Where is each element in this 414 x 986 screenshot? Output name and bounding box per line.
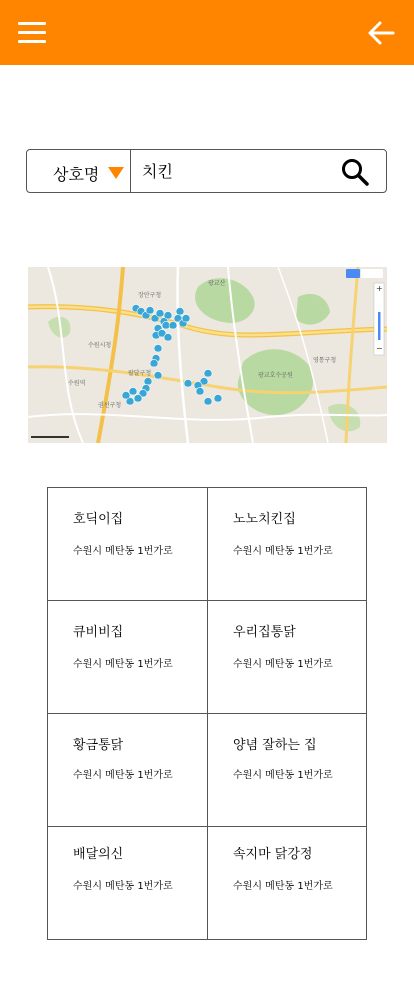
store-card[interactable] bbox=[208, 714, 368, 827]
map-pin-icon[interactable] bbox=[214, 394, 222, 402]
map-label: 수원시청 bbox=[88, 342, 112, 349]
store-address: 수원시 메탄동 1번가로 bbox=[233, 546, 333, 557]
triangle-down-icon bbox=[108, 167, 124, 179]
zoom-out-icon[interactable]: − bbox=[376, 344, 383, 353]
zoom-level-bar[interactable] bbox=[378, 312, 381, 340]
map-pin-icon[interactable] bbox=[184, 379, 192, 387]
store-card[interactable] bbox=[208, 601, 368, 714]
store-address: 수원시 메탄동 1번가로 bbox=[73, 659, 173, 670]
back-button[interactable] bbox=[366, 18, 396, 48]
map-pin-icon[interactable] bbox=[156, 309, 164, 317]
map-pin-icon[interactable] bbox=[204, 369, 212, 377]
store-address: 수원시 메탄동 1번가로 bbox=[73, 546, 173, 557]
magnifier-icon bbox=[341, 158, 369, 186]
map-pin-icon[interactable] bbox=[154, 371, 162, 379]
search-type-label: 상호명 bbox=[53, 165, 100, 184]
map-pin-icon[interactable] bbox=[144, 377, 152, 385]
store-card[interactable] bbox=[48, 601, 208, 714]
map-canvas[interactable] bbox=[28, 267, 387, 443]
store-list bbox=[47, 487, 367, 940]
map-pin-icon[interactable] bbox=[196, 387, 204, 395]
map-pin-icon[interactable] bbox=[129, 387, 137, 395]
store-card[interactable] bbox=[48, 827, 208, 940]
map-pin-icon[interactable] bbox=[154, 344, 162, 352]
map-pin-icon[interactable] bbox=[182, 314, 190, 322]
store-name: 큐비비집 bbox=[73, 625, 124, 640]
map-scale-bar bbox=[31, 436, 69, 438]
map-pin-icon[interactable] bbox=[204, 397, 212, 405]
map-label: 영통구청 bbox=[313, 357, 337, 364]
store-address: 수원시 메탄동 1번가로 bbox=[233, 659, 333, 670]
map-label: 수원역 bbox=[68, 380, 86, 387]
store-address: 수원시 메탄동 1번가로 bbox=[73, 881, 173, 892]
store-name: 호딕이집 bbox=[73, 512, 124, 527]
map-label: 광교산 bbox=[208, 280, 226, 287]
map-pin-icon[interactable] bbox=[176, 307, 184, 315]
hamburger-menu-icon-bar bbox=[18, 40, 46, 43]
map-pin-icon[interactable] bbox=[169, 321, 177, 329]
store-name: 배달의신 bbox=[73, 847, 124, 862]
search-button[interactable] bbox=[341, 158, 369, 186]
store-address: 수원시 메탄동 1번가로 bbox=[233, 770, 333, 781]
search-input[interactable] bbox=[142, 155, 332, 185]
search-bar bbox=[26, 149, 387, 193]
map-label: 장안구청 bbox=[138, 292, 162, 299]
map-pin-icon[interactable] bbox=[164, 333, 172, 341]
store-name: 노노치킨집 bbox=[233, 512, 296, 527]
store-map[interactable] bbox=[28, 267, 387, 443]
app-header bbox=[0, 0, 414, 65]
hamburger-menu-icon-bar bbox=[18, 31, 46, 34]
store-name: 우리집통닭 bbox=[233, 625, 296, 640]
arrow-left-icon bbox=[366, 18, 396, 48]
map-label: 팔달구청 bbox=[128, 370, 152, 377]
store-card[interactable] bbox=[48, 714, 208, 827]
map-type-button[interactable] bbox=[346, 269, 360, 278]
map-pin-icon[interactable] bbox=[146, 306, 154, 314]
map-label: 권선구청 bbox=[98, 402, 122, 409]
store-address: 수원시 메탄동 1번가로 bbox=[73, 770, 173, 781]
store-name: 황금통닭 bbox=[73, 738, 124, 753]
map-satellite-button[interactable] bbox=[361, 269, 383, 278]
map-pin-icon[interactable] bbox=[134, 394, 142, 402]
menu-button[interactable] bbox=[18, 22, 46, 44]
map-pin-icon[interactable] bbox=[122, 391, 130, 399]
store-card[interactable] bbox=[48, 488, 208, 601]
map-pin-icon[interactable] bbox=[150, 359, 158, 367]
store-card[interactable] bbox=[208, 488, 368, 601]
zoom-in-icon[interactable]: + bbox=[376, 284, 383, 293]
store-card[interactable] bbox=[208, 827, 368, 940]
hamburger-menu-icon bbox=[18, 22, 46, 25]
store-name: 속지마 닭강정 bbox=[233, 847, 313, 862]
map-pin-icon[interactable] bbox=[164, 311, 172, 319]
store-name: 양념 잘하는 집 bbox=[233, 738, 317, 753]
search-type-dropdown[interactable] bbox=[27, 150, 131, 192]
map-label: 광교호수공원 bbox=[258, 372, 293, 379]
store-address: 수원시 메탄동 1번가로 bbox=[233, 881, 333, 892]
